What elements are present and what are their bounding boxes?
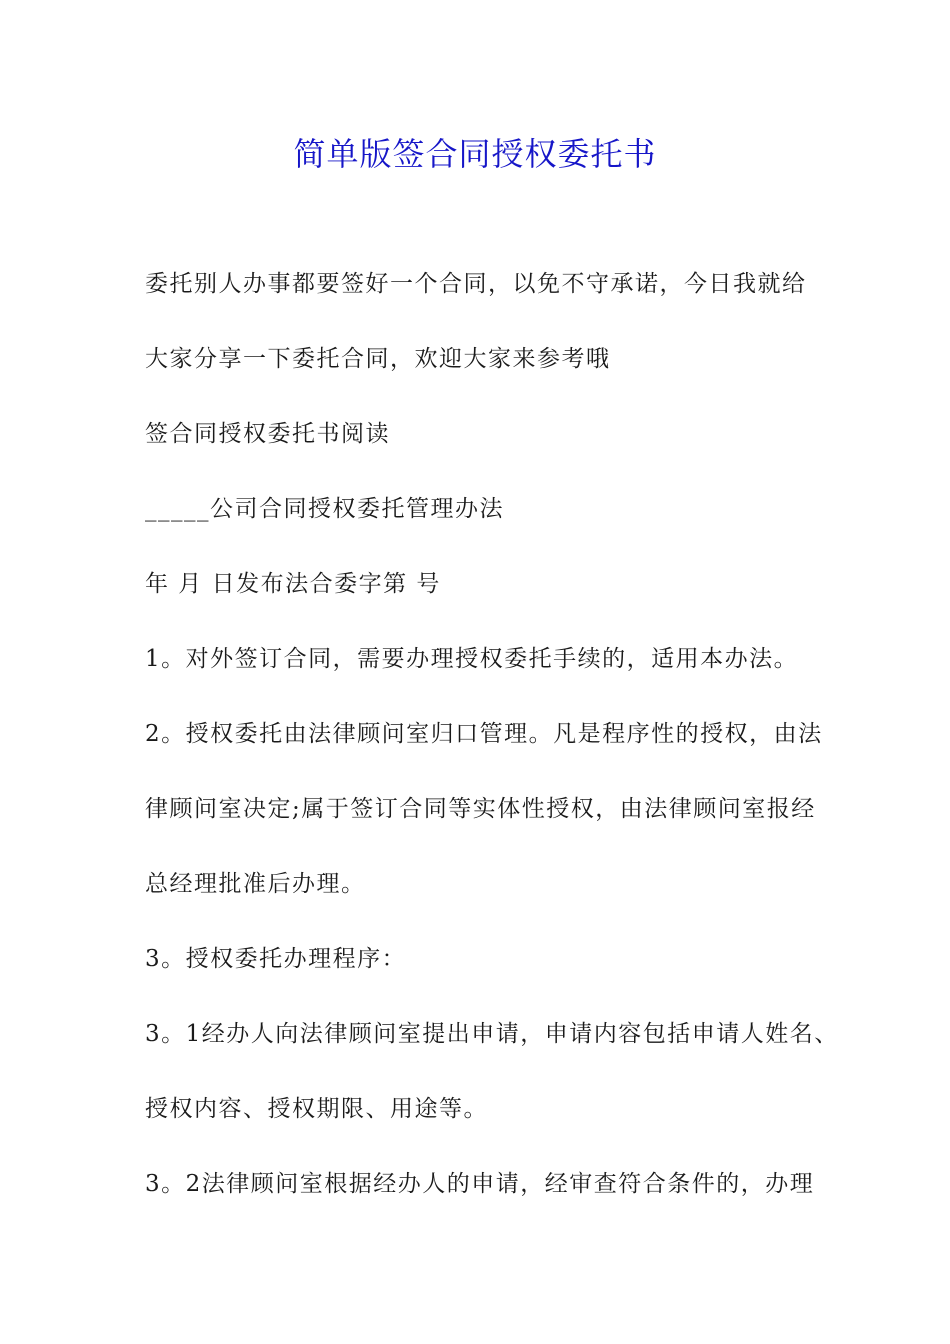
text-line: 律顾问室决定;属于签订合同等实体性授权，由法律顾问室报经	[145, 796, 816, 822]
text-line: 签合同授权委托书阅读	[145, 421, 390, 447]
text-line: 3。2法律顾问室根据经办人的申请，经审查符合条件的，办理	[145, 1171, 815, 1197]
text-line: 1。对外签订合同，需要办理授权委托手续的，适用本办法。	[145, 646, 799, 672]
document-title: 简单版签合同授权委托书	[293, 135, 657, 173]
text-line: 授权内容、授权期限、用途等。	[145, 1096, 488, 1122]
text-line: 3。授权委托办理程序：	[145, 946, 407, 972]
text-line: _____公司合同授权委托管理办法	[145, 496, 504, 522]
text-line: 2。授权委托由法律顾问室归口管理。凡是程序性的授权，由法	[145, 721, 823, 747]
text-line: 委托别人办事都要签好一个合同，以免不守承诺，今日我就给	[145, 271, 807, 297]
text-line: 年 月 日发布法合委字第 号	[145, 571, 441, 597]
text-line: 总经理批准后办理。	[145, 871, 366, 897]
text-line: 3。1经办人向法律顾问室提出申请，申请内容包括申请人姓名、	[145, 1021, 839, 1047]
text-line: 大家分享一下委托合同，欢迎大家来参考哦	[145, 346, 611, 372]
